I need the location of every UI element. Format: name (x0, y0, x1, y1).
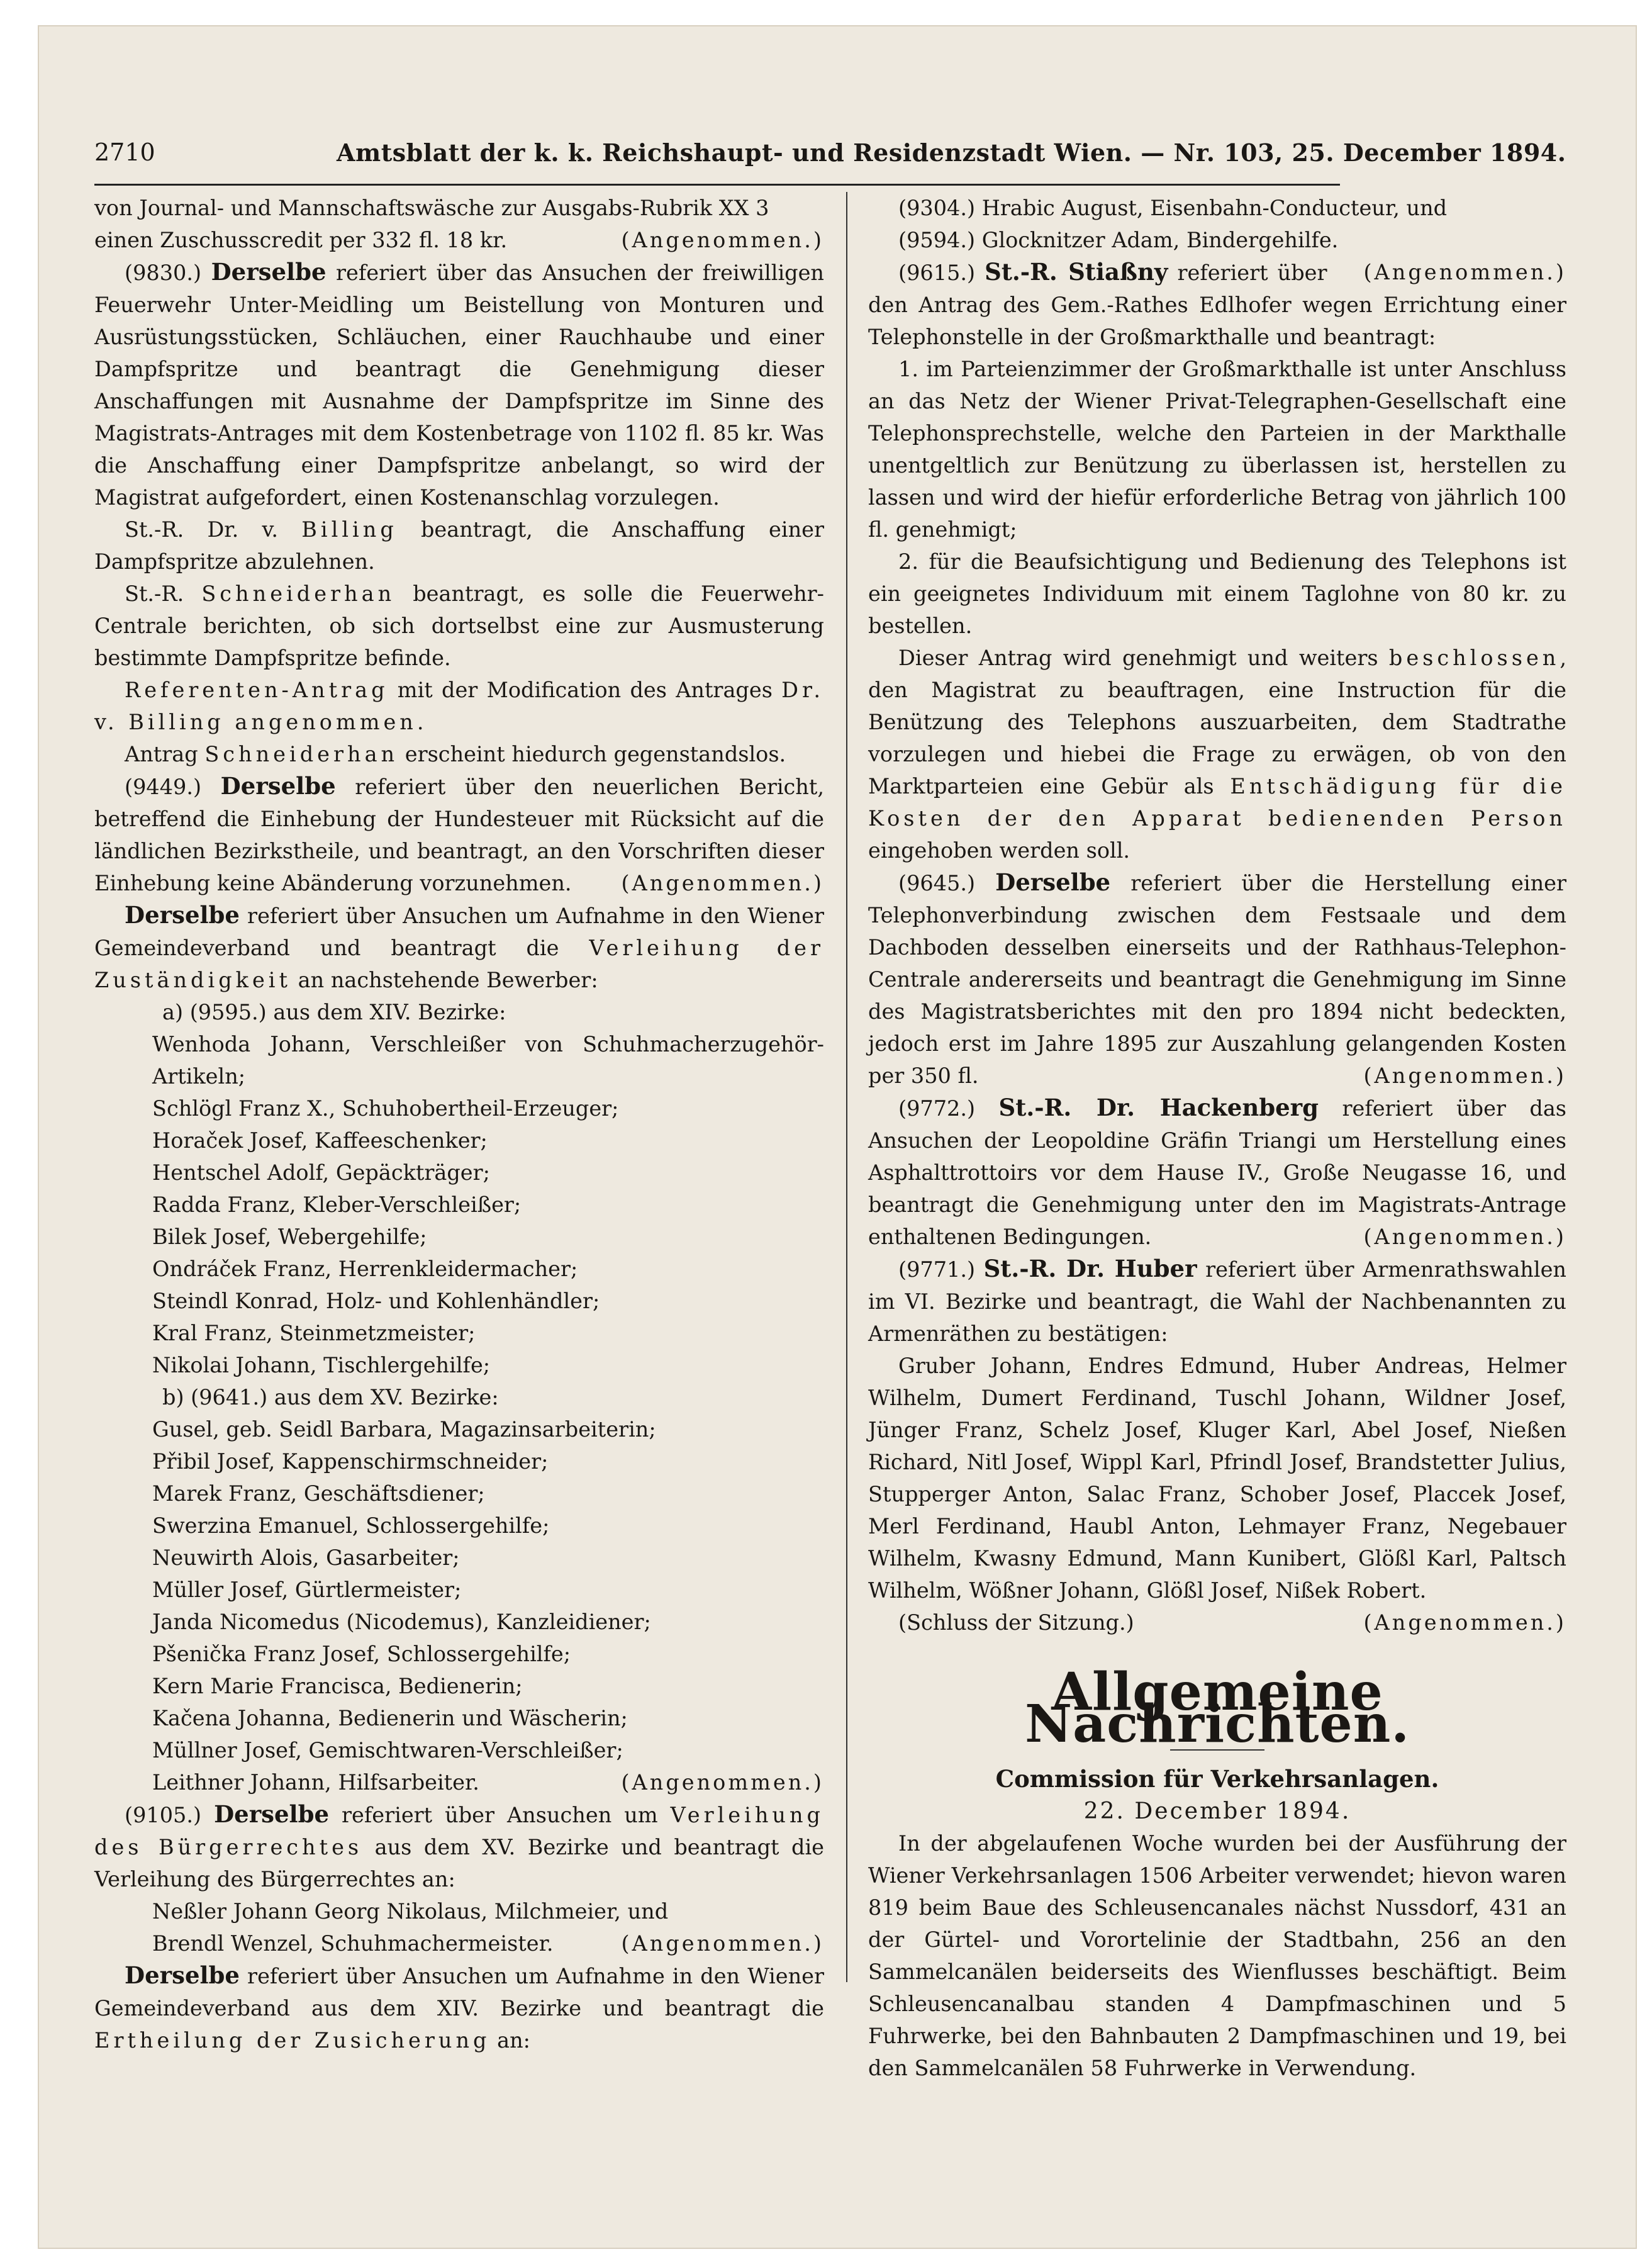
right-column (868, 192, 1566, 2084)
list-head-a: a) (9595.) aus dem XIV. Bezirke: (162, 1000, 506, 1024)
text: St.-R. Dr. v. (125, 517, 279, 542)
list-item: Horaček Josef, Kaffeeschenker; (152, 1128, 488, 1153)
ref-number: (9645.) (898, 871, 976, 895)
list-item: Janda Nicomedus (Nicodemus), Kanzleidiener; (152, 1610, 651, 1634)
list-item: Müllner Josef, Gemischtwaren-Verschleißer; (152, 1738, 623, 1763)
item-zusicherung (94, 1959, 824, 2056)
speaker: St.-R. Dr. Huber (983, 1255, 1197, 1282)
section-heading: Allgemeine Nachrichten. (1025, 1662, 1410, 1754)
referent-motion (94, 674, 824, 738)
speaker: St.-R. Dr. Hackenberg (998, 1094, 1319, 1121)
ref-number: (9772.) (898, 1096, 976, 1121)
person-name: Schneiderhan (201, 581, 396, 606)
running-title: Amtsblatt der k. k. Reichshaupt- und Residenzstadt Wien. — Nr. 103, 25. December 1894. (337, 138, 1566, 167)
list-item: Hentschel Adolf, Gepäckträger; (152, 1160, 490, 1185)
speaker: Derselbe (220, 772, 336, 800)
text: St.-R. (125, 581, 184, 606)
text: aus dem XV. Bezirke und beantragt die Verleihung des Bürgerrechtes an: (94, 1835, 824, 1892)
item-9771 (868, 1253, 1566, 1350)
accepted-note: (Angenommen.) (1363, 1610, 1566, 1635)
accepted-note: (Angenommen.) (1363, 260, 1566, 284)
list-item: (9304.) Hrabic August, Eisenbahn-Conducteur, und (898, 196, 1448, 220)
header-rule (94, 184, 1340, 186)
text: (9594.) Glocknitzer Adam, Bindergehilfe. (898, 228, 1339, 252)
text: von Journal- und Mannschaftswäsche zur Ausgabs-Rubrik XX 3 (94, 196, 769, 220)
page-number: 2710 (94, 138, 155, 166)
accepted-note: (Angenommen.) (621, 1931, 824, 1956)
ref-number: (9105.) (125, 1803, 202, 1827)
text: einen Zuschusscredit per 332 fl. 18 kr. (94, 228, 508, 252)
person-name: Schneiderhan (204, 742, 399, 766)
list-item: Přibil Josef, Kappenschirmschneider; (152, 1449, 549, 1474)
person-name: Billing (301, 517, 398, 542)
text: , den Magistrat zu beauftragen, eine Instruction für die Benützung des Telephons auszuarbeiten, dem Stadtrathe vorzulegen und hiebei die Frage zu erwägen, ob von den Marktparteien eine Gebür als (868, 646, 1566, 799)
list-head-b: b) (9641.) aus dem XV. Bezirke: (162, 1385, 499, 1410)
list-item: Swerzina Emanuel, Schlossergehilfe; (152, 1513, 550, 1538)
text: referiert über den neuerlichen Bericht, betreffend die Einhebung der Hundesteuer mit Rücksicht auf die ländlichen Bezirkstheile, und beantragt, an den Vorschriften dieser Einhebung keine Abänderung vorzunehmen. (94, 775, 824, 895)
text: Verleihung des Bürgerrechtes (94, 1803, 825, 1859)
accepted-note: (Angenommen.) (621, 1770, 824, 1795)
left-column (94, 192, 824, 2056)
text: eingehoben werden soll. (868, 838, 1130, 863)
list-item: Neuwirth Alois, Gasarbeiter; (152, 1545, 460, 1570)
list-item (94, 1927, 824, 1959)
text: beantragt, es solle die Feuerwehr-Centrale berichten, ob sich dortselbst eine zur Ausmusterung bestimmte Dampfspritze befinde. (94, 581, 824, 670)
speaker: Derselbe (125, 901, 240, 929)
text: Gruber Johann, Endres Edmund, Huber Andreas, Helmer Wilhelm, Dumert Ferdinand, Tuschl Johann, Wildner Josef, Jünger Franz, Schelz Josef, Kluger Karl, Abel Josef, Nießen Richard, Nitl Josef, Wippl Karl, Pfrindl Josef, Brandstetter Julius, Stupperger Anton, Salac Franz, Schober Josef, Placcek Josef, Merl Ferdinand, Haubl Anton, Lehmayer Franz, Negebauer Wilhelm, Kwasny Edmund, Mann Kunibert, Glößl Karl, Paltsch Wilhelm, Wößner Johann, Glößl Josef, Nißek Robert. (868, 1354, 1566, 1603)
text: referiert über Armenrathswahlen im VI. Bezirke und beantragt, die Wahl der Nachbenannten zu Armenräthen zu bestätigen: (868, 1257, 1566, 1346)
antrag-line (94, 738, 824, 770)
ref-number: (9830.) (125, 261, 202, 285)
schneiderhan-motion (94, 578, 824, 674)
session-end: (Schluss der Sitzung.) (898, 1610, 1134, 1635)
item-9830 (94, 256, 824, 513)
text: referiert über das Ansuchen der freiwilligen Feuerwehr Unter-Meidling um Beistellung von Monturen und Ausrüstungsstücken, Schläuchen, einer Rauchhaube und einer Dampfspritze und beantragt die Genehmigung dieser Anschaffungen mit Ausnahme der Dampfspritze im Sinne des Magistrats-Antrages mit dem Kostenbetrage von 1102 fl. 85 kr. Was die Anschaffung einer Dampfspritze anbelangt, so wird der Magistrat aufgefordert, einen Kostenanschlag vorzulegen. (94, 261, 824, 510)
list-item: Nikolai Johann, Tischlergehilfe; (152, 1353, 491, 1377)
speaker: Derselbe (995, 868, 1111, 896)
date-line: 22. December 1894. (1083, 1798, 1351, 1824)
list-item: Marek Franz, Geschäftsdiener; (152, 1481, 485, 1506)
accepted-note: (Angenommen.) (1363, 1225, 1566, 1249)
accepted-note: (Angenommen.) (621, 871, 824, 895)
speaker: Derselbe (214, 1800, 330, 1828)
ref-number: (9449.) (125, 775, 202, 799)
text: mit der Modification des Antrages (388, 678, 782, 702)
list-item: Ondráček Franz, Herrenkleidermacher; (152, 1257, 578, 1281)
text: an: (490, 2028, 530, 2053)
news-paragraph: In der abgelaufenen Woche wurden bei der Ausführung der Wiener Verkehrsanlagen 1506 Arbeiter verwendet; hievon waren 819 beim Baue des Schleusencanales nächst Nussdorf, 431 an der Gürtel- und Vorortelinie der Stadtbahn, 256 an den Sammelcanälen beiderseits des Wienflusses beschäftigt. Beim Schleusencanalbau standen 4 Dampfmaschinen und 5 Fuhrwerke, bei den Bahnbauten 2 Dampfmaschinen und 19, bei den Sammelcanälen 58 Fuhrwerke in Verwendung. (868, 1831, 1566, 2080)
list-item: Radda Franz, Kleber-Verschleißer; (152, 1192, 522, 1217)
item-9772 (868, 1092, 1566, 1253)
text: beschlossen (1388, 646, 1560, 670)
text: Dieser Antrag wird genehmigt und weiters (898, 646, 1389, 670)
accepted-note: (Angenommen.) (1363, 1063, 1566, 1088)
list-item: Kral Franz, Steinmetzmeister; (152, 1321, 476, 1345)
ref-number: (9771.) (898, 1257, 976, 1282)
list-item (94, 1766, 824, 1798)
text: an nachstehende Bewerber: (291, 968, 598, 992)
speaker: St.-R. Stiaßny (985, 258, 1168, 286)
text: referiert über Ansuchen um Aufnahme in den Wiener Gemeindeverband und beantragt die (94, 904, 824, 960)
list-item: Kern Marie Francisca, Bedienerin; (152, 1674, 523, 1698)
list-item: Neßler Johann Georg Nikolaus, Milchmeier, und (152, 1899, 669, 1924)
ref-number: (9615.) (898, 261, 976, 285)
text: referiert über den Antrag des Gem.-Rathes Edlhofer wegen Errichtung einer Telephonstelle in der Großmarkthalle und beantragt: (868, 261, 1566, 349)
list-item: Steindl Konrad, Holz- und Kohlenhändler; (152, 1289, 600, 1313)
page-header (94, 138, 1566, 176)
text: referiert über das Ansuchen der Leopoldine Gräfin Triangi um Herstellung eines Asphalttrottoirs vor dem Hause IV., Große Neugasse 16, und beantragt die Genehmigung unter den im Magistrats-Antrage enthaltenen Bedingungen. (868, 1096, 1566, 1249)
list-item: Gusel, geb. Seidl Barbara, Magazinsarbeiterin; (152, 1417, 656, 1442)
billing-motion (94, 513, 824, 578)
text: Leithner Johann, Hilfsarbeiter. (152, 1770, 479, 1795)
item-9645 (868, 866, 1566, 1092)
list-item: Wenhoda Johann, Verschleißer von Schuhmacherzugehör-Artikeln; (152, 1032, 824, 1089)
text: erscheint hiedurch gegenstandslos. (398, 742, 786, 766)
list-item: Müller Josef, Gürtlermeister; (152, 1578, 462, 1602)
resolution (868, 642, 1566, 866)
sub-heading: Commission für Verkehrsanlagen. (995, 1765, 1439, 1793)
paragraph (94, 192, 824, 224)
text: beantragt, die Anschaffung einer Dampfspritze abzulehnen. (94, 517, 824, 574)
list-item: Kačena Johanna, Bedienerin und Wäscherin; (152, 1706, 628, 1730)
paragraph (94, 224, 824, 256)
applicant-list-b (94, 1413, 824, 1766)
text: Verleihung der Zuständigkeit (94, 936, 824, 992)
speaker: Derselbe (211, 258, 326, 286)
item-9105 (94, 1798, 824, 1895)
list-item: Bilek Josef, Webergehilfe; (152, 1225, 427, 1249)
text: referiert über Ansuchen um Aufnahme in den Wiener Gemeindeverband aus dem XIV. Bezirke und beantragt die (94, 1964, 824, 2021)
text: referiert über die Herstellung einer Telephonverbindung zwischen dem Festsaale und dem Dachboden desselben einerseits und der Rathhaus-Telephon-Centrale andererseits und beantragt die Genehmigung im Sinne des Magistratsberichtes mit den pro 1894 nicht bedeckten, jedoch erst im Jahre 1895 zur Auszahlung gelangenden Kosten per 350 fl. (868, 871, 1566, 1088)
text: referiert über Ansuchen um (329, 1803, 671, 1827)
column-divider (846, 192, 847, 1982)
item-zustaendigkeit (94, 899, 824, 996)
text: Antrag (125, 742, 205, 766)
item-9449 (94, 770, 824, 899)
speaker: Derselbe (125, 1961, 240, 1989)
applicant-list-a (94, 1028, 824, 1381)
text: Brendl Wenzel, Schuhmachermeister. (152, 1931, 554, 1956)
text: Ertheilung der Zusicherung (94, 2028, 491, 2053)
text: Dr. v. Billing angenommen. (94, 678, 824, 734)
list-item: Schlögl Franz X., Schuhobertheil-Erzeuger; (152, 1096, 619, 1121)
motion-point-2: 2. für die Beaufsichtigung und Bedienung des Telephons ist ein geeignetes Individuum mit einem Taglohne von 80 kr. zu bestellen. (868, 549, 1566, 638)
text: Entschädigung für die Kosten der den Apparat bedienenden Person (868, 774, 1566, 831)
motion-point-1: 1. im Parteienzimmer der Großmarkthalle ist unter Anschluss an das Netz der Wiener Privat-Telegraphen-Gesellschaft eine Telephonsprechstelle, welche den Parteien in der Markthalle unentgeltlich zur Benützung zu überlassen ist, herstellen zu lassen und wird der hiefür erforderliche Betrag von jährlich 100 fl. genehmigt; (868, 357, 1566, 542)
text: Referenten-Antrag (125, 678, 389, 702)
accepted-note: (Angenommen.) (621, 228, 824, 252)
list-item: Pšenička Franz Josef, Schlossergehilfe; (152, 1642, 571, 1666)
